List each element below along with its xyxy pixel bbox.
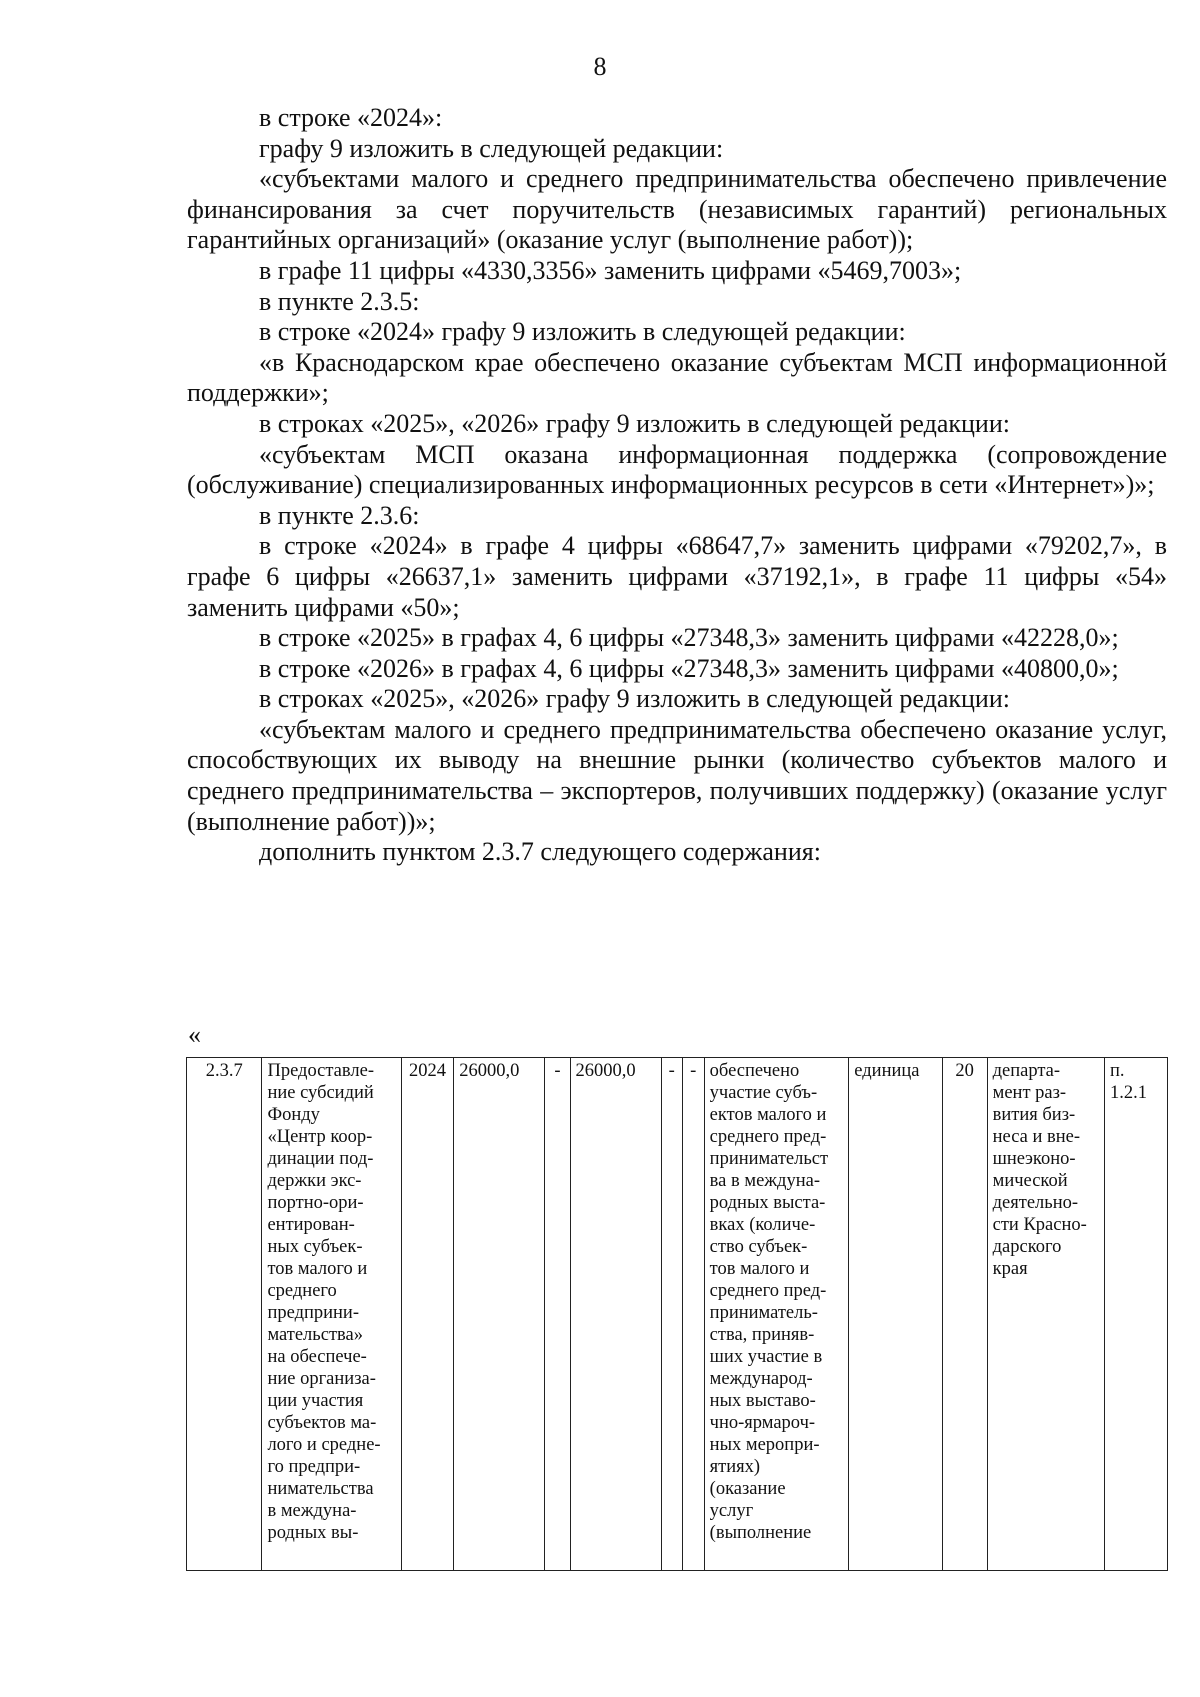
cell-unit: единица bbox=[849, 1058, 942, 1571]
open-quote: « bbox=[188, 1020, 201, 1049]
cell-name: Предоставле- ние субсидий Фонду «Центр коор- динации под- держки экс- портно-ори- ентирован- ных субъек- тов малого и среднего предприни- мательства» на обеспече- ние организа- ции участия субъектов ма- лого и средне- го предпри- нимательства в междуна- родных вы- bbox=[262, 1058, 401, 1571]
inserted-table bbox=[186, 1057, 1168, 1571]
table-row bbox=[187, 1058, 1168, 1571]
cell-ref: п. 1.2.1 bbox=[1105, 1058, 1168, 1571]
paragraph: дополнить пунктом 2.3.7 следующего содержания: bbox=[259, 837, 821, 867]
cell-result: обеспечено участие субъ- ектов малого и среднего пред- принимательст ва в междуна- родных выста- вках (количе- ство субъек- тов малого и среднего пред- приниматель- ства, приняв- ших участие в международ- ных выставо- чно-ярмароч- ных меропри- ятиях) (оказание услуг (выполнение bbox=[704, 1058, 849, 1571]
paragraph: графу 9 изложить в следующей редакции: bbox=[259, 133, 724, 163]
cell-year: 2024 bbox=[401, 1058, 453, 1571]
cell-total: 26000,0 bbox=[454, 1058, 545, 1571]
cell-col6: 26000,0 bbox=[570, 1058, 661, 1571]
paragraph: в строке «2026» в графах 4, 6 цифры «27348,3» заменить цифрами «40800,0»; bbox=[259, 653, 1119, 683]
paragraph: «субъектами малого и среднего предпринимательства обеспечено привлечение финансирования за счет поручительств (независимых гарантий) региональных гарантийных организаций» (оказание услуг (выполнение работ)); bbox=[187, 164, 1167, 255]
cell-value: 20 bbox=[942, 1058, 987, 1571]
cell-number: 2.3.7 bbox=[187, 1058, 262, 1571]
paragraph: в пункте 2.3.6: bbox=[259, 500, 420, 530]
paragraph: в строке «2024» графу 9 изложить в следующей редакции: bbox=[259, 317, 906, 347]
paragraph: в строке «2024» в графе 4 цифры «68647,7» заменить цифрами «79202,7», в графе 6 цифры «26637,1» заменить цифрами «37192,1», в графе 11 цифры «54» заменить цифрами «50»; bbox=[187, 531, 1167, 622]
page-number: 8 bbox=[593, 52, 607, 81]
paragraph: в строке «2025» в графах 4, 6 цифры «27348,3» заменить цифрами «42228,0»; bbox=[259, 623, 1119, 653]
paragraph: «субъектам МСП оказана информационная поддержка (сопровождение (обслуживание) специализированных информационных ресурсов в сети «Интернет»)»; bbox=[187, 439, 1167, 500]
cell-col5: - bbox=[545, 1058, 570, 1571]
paragraph: «в Краснодарском крае обеспечено оказание субъектам МСП информационной поддержки»; bbox=[187, 347, 1167, 408]
paragraph: в пункте 2.3.5: bbox=[259, 286, 420, 316]
cell-executor: департа- мент раз- вития биз- неса и вне- шнеэконо- мической деятельно- сти Красно- дарского края bbox=[987, 1058, 1104, 1571]
paragraph: в графе 11 цифры «4330,3356» заменить цифрами «5469,7003»; bbox=[259, 255, 962, 285]
paragraph: в строках «2025», «2026» графу 9 изложить в следующей редакции: bbox=[259, 684, 1010, 714]
cell-col7: - bbox=[661, 1058, 682, 1571]
amendment-text bbox=[187, 103, 1167, 868]
paragraph: в строке «2024»: bbox=[259, 103, 443, 132]
cell-col8: - bbox=[682, 1058, 704, 1571]
paragraph: в строках «2025», «2026» графу 9 изложить в следующей редакции: bbox=[259, 408, 1010, 438]
paragraph: «субъектам малого и среднего предпринимательства обеспечено оказание услуг, способствующих их выводу на внешние рынки (количество субъектов малого и среднего предпринимательства – экспортеров, получивших поддержку) (оказание услуг (выполнение работ))»; bbox=[187, 714, 1167, 836]
